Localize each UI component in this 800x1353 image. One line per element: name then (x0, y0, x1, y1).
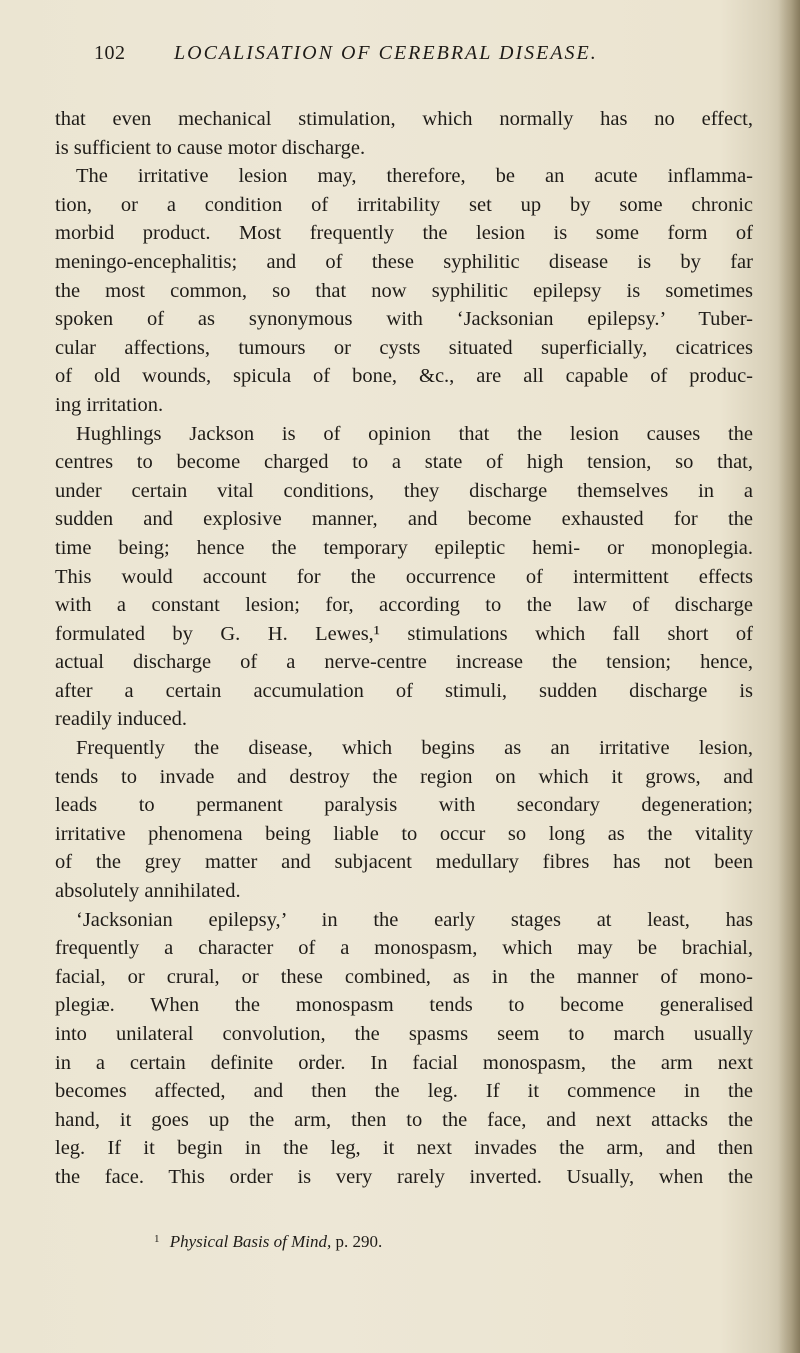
text-line: the most common, so that now syphilitic epilepsy is sometimes (55, 279, 753, 302)
page-header (94, 40, 750, 80)
text-line: formulated by G. H. Lewes,¹ stimulations which fall short of (55, 622, 753, 645)
text-line: tends to invade and destroy the region on which it grows, and (55, 765, 753, 788)
text-line: The irritative lesion may, therefore, be an acute inflamma- (76, 165, 753, 188)
text-line: in a certain definite order. In facial monospasm, the arm next (55, 1051, 753, 1074)
page-edge-shadow (778, 0, 800, 1353)
text-line: tion, or a condition of irritability set up by some chronic (55, 193, 753, 216)
text-line: of the grey matter and subjacent medullary fibres has not been (55, 851, 753, 874)
text-line: leg. If it begin in the leg, it next invades the arm, and then (55, 1137, 753, 1160)
footnote-marker: 1 (154, 1233, 160, 1245)
footnote-title: Physical Basis of Mind, (169, 1232, 332, 1251)
text-line: centres to become charged to a state of high tension, so that, (55, 451, 753, 474)
body-text (55, 105, 753, 1192)
text-line: Frequently the disease, which begins as an irritative lesion, (76, 737, 753, 760)
text-line: absolutely annihilated. (55, 880, 241, 903)
text-line: leads to permanent paralysis with secondary degeneration; (55, 794, 753, 817)
text-line: becomes affected, and then the leg. If it commence in the (55, 1080, 753, 1103)
text-line: time being; hence the temporary epileptic hemi- or monoplegia. (55, 536, 753, 559)
text-line: with a constant lesion; for, according to the law of discharge (55, 594, 753, 617)
text-line: after a certain accumulation of stimuli, sudden discharge is (55, 679, 753, 702)
text-line: spoken of as synonymous with ‘Jacksonian epilepsy.’ Tuber- (55, 308, 753, 331)
text-line: facial, or crural, or these combined, as in the manner of mono- (55, 965, 753, 988)
text-line: sudden and explosive manner, and become exhausted for the (55, 508, 753, 531)
text-line: irritative phenomena being liable to occur so long as the vitality (55, 822, 753, 845)
text-line: morbid product. Most frequently the lesion is some form of (55, 222, 753, 245)
text-line: This would account for the occurrence of intermittent effects (55, 565, 753, 588)
text-line: under certain vital conditions, they discharge themselves in a (55, 479, 753, 502)
text-line: cular affections, tumours or cysts situated superficially, cicatrices (55, 336, 753, 359)
text-line: is sufficient to cause motor discharge. (55, 136, 366, 159)
text-line: the face. This order is very rarely inverted. Usually, when the (55, 1165, 753, 1188)
text-line: ing irritation. (55, 393, 164, 416)
footnote-page: p. 290. (335, 1232, 383, 1251)
text-line: ‘Jacksonian epilepsy,’ in the early stages at least, has (76, 908, 753, 931)
text-line: readily induced. (55, 708, 188, 731)
text-line: into unilateral convolution, the spasms seem to march usually (55, 1023, 753, 1045)
text-line: of old wounds, spicula of bone, &c., are all capable of produc- (55, 365, 753, 388)
text-line: hand, it goes up the arm, then to the face, and next attacks the (55, 1108, 753, 1131)
text-line: Hughlings Jackson is of opinion that the lesion causes the (76, 422, 753, 445)
text-line: actual discharge of a nerve-centre increase the tension; hence, (55, 651, 753, 674)
running-title: LOCALISATION OF CEREBRAL DISEASE. (174, 42, 598, 64)
page-number: 102 (94, 42, 126, 64)
text-line: that even mechanical stimulation, which normally has no effect, (55, 108, 753, 130)
text-line: meningo-encephalitis; and of these syphilitic disease is by far (55, 250, 753, 273)
footnote (154, 1232, 382, 1252)
text-line: plegiæ. When the monospasm tends to become generalised (55, 994, 753, 1017)
text-line: frequently a character of a monospasm, which may be brachial, (55, 937, 753, 960)
